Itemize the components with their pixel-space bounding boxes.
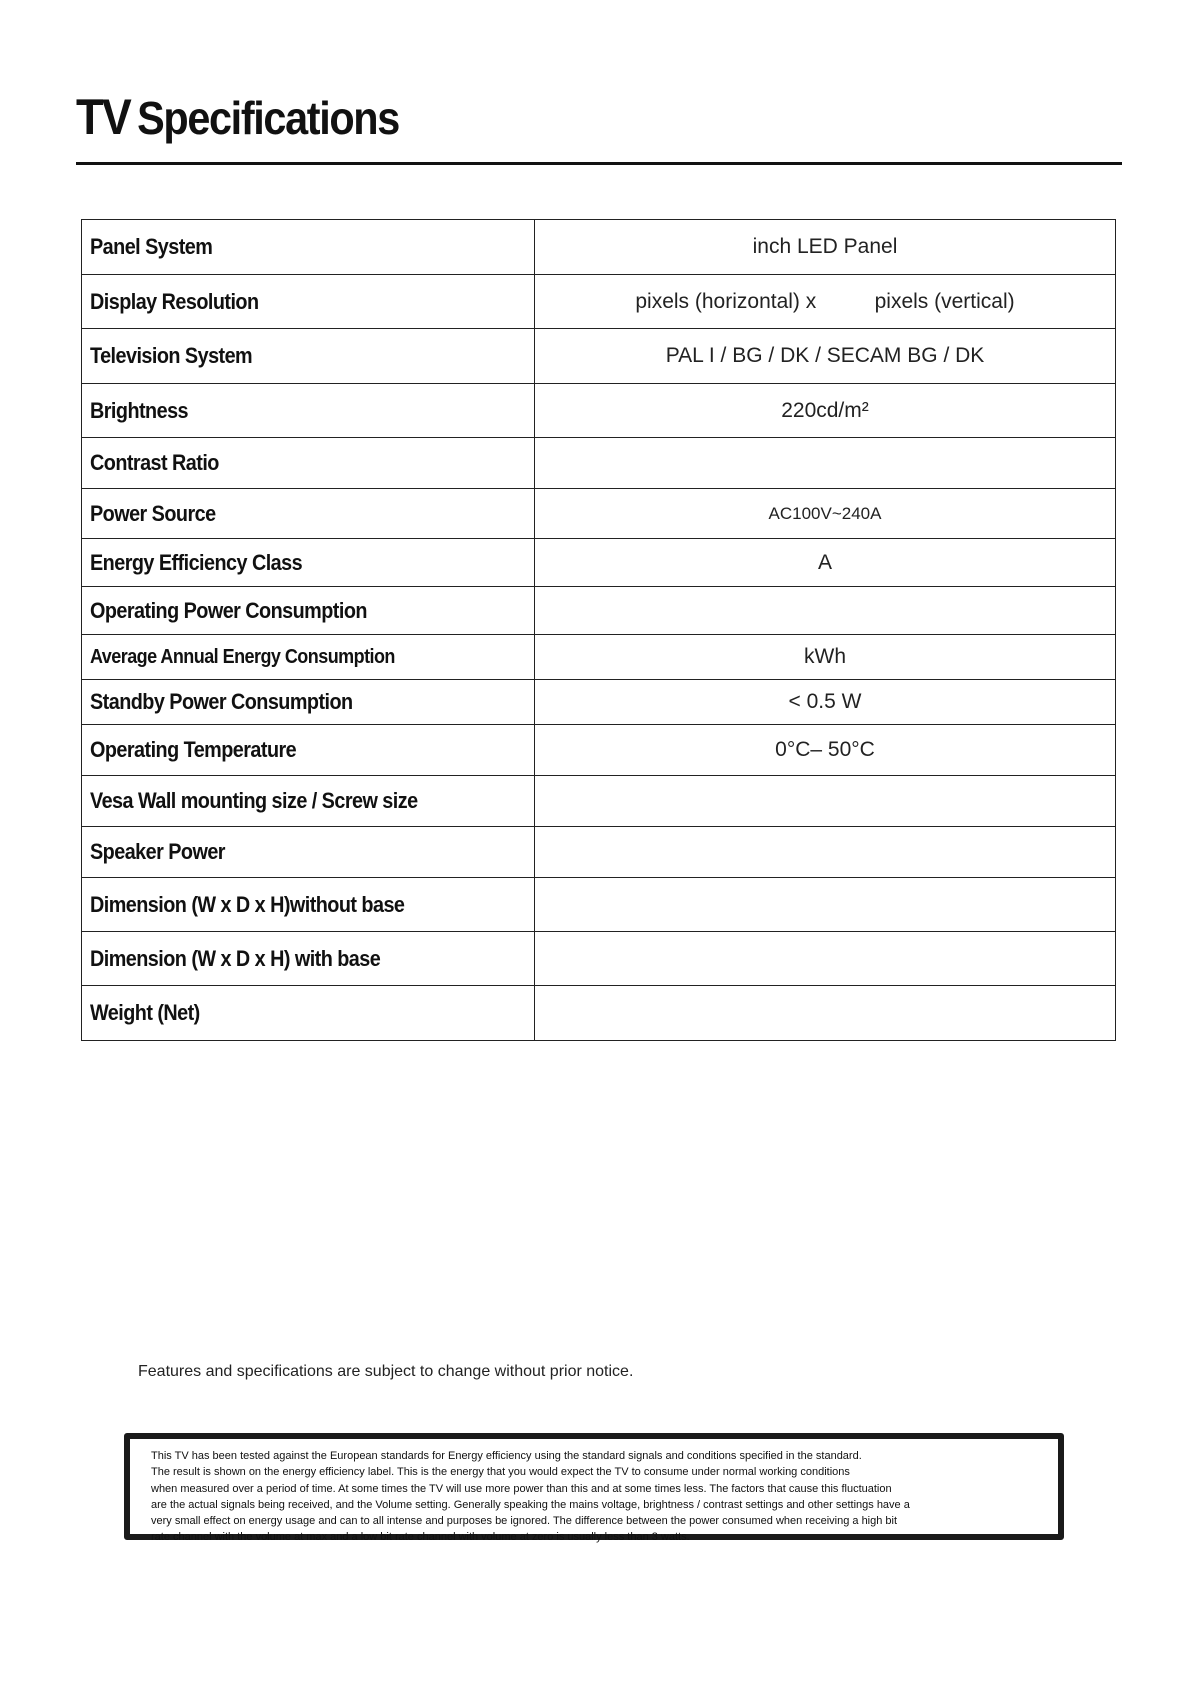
spec-row-brightness xyxy=(82,384,1116,438)
spec-value: A xyxy=(535,539,1116,587)
page-title-tv: TV xyxy=(76,89,130,145)
spec-label: Vesa Wall mounting size / Screw size xyxy=(82,776,535,827)
spec-row-weight-net xyxy=(82,986,1116,1041)
spec-row-television-system xyxy=(82,329,1116,384)
spec-label: Panel System xyxy=(82,220,535,275)
page-title-rest: Specifications xyxy=(137,92,399,144)
spec-value xyxy=(535,776,1116,827)
spec-label: Dimension (W x D x H)without base xyxy=(82,878,535,932)
spec-row-operating-power-consumption xyxy=(82,587,1116,635)
spec-label: Contrast Ratio xyxy=(82,438,535,489)
spec-value: kWh xyxy=(535,635,1116,680)
spec-label: Average Annual Energy Consumption xyxy=(82,635,535,680)
spec-value: inch LED Panel xyxy=(535,220,1116,275)
spec-label: Speaker Power xyxy=(82,827,535,878)
spec-row-vesa-wall-mounting xyxy=(82,776,1116,827)
spec-value xyxy=(535,438,1116,489)
spec-value xyxy=(535,587,1116,635)
spec-row-display-resolution xyxy=(82,275,1116,329)
spec-label: Brightness xyxy=(82,384,535,438)
page-title xyxy=(76,89,399,145)
energy-test-note-text: This TV has been tested against the European standards for Energy efficiency using the standard signals and conditions specified in the standard. The result is shown on the energy efficiency label. This is the energy that you would expect the TV to consume under normal working conditions when measured over a period of time. At some times the TV will use more power than this and at some times less. The factors that cause this fluctuation are the actual signals being received, and the Volume setting. Generally speaking the mains voltage, brightness / contrast settings and other settings have a very small effect on energy usage and can to all intense and purposes be ignored. The difference between the power consumed when receiving a high bit rate channel with the volume at max and a low bit rate channel with volume at zero is usually less than 3 watts. xyxy=(151,1450,910,1544)
spec-row-dimension-with-base xyxy=(82,932,1116,986)
spec-label: Operating Power Consumption xyxy=(82,587,535,635)
spec-value: < 0.5 W xyxy=(535,680,1116,725)
spec-row-panel-system xyxy=(82,220,1116,275)
spec-label: Energy Efficiency Class xyxy=(82,539,535,587)
spec-row-dimension-without-base xyxy=(82,878,1116,932)
spec-value xyxy=(535,932,1116,986)
spec-row-power-source xyxy=(82,489,1116,539)
spec-label: Standby Power Consumption xyxy=(82,680,535,725)
spec-row-standby-power-consumption xyxy=(82,680,1116,725)
spec-value: PAL I / BG / DK / SECAM BG / DK xyxy=(535,329,1116,384)
change-notice: Features and specifications are subject to change without prior notice. xyxy=(138,1363,634,1380)
spec-row-energy-efficiency-class xyxy=(82,539,1116,587)
spec-row-average-annual-energy-consumption xyxy=(82,635,1116,680)
spec-value xyxy=(535,878,1116,932)
title-divider xyxy=(76,162,1122,165)
spec-label: Weight (Net) xyxy=(82,986,535,1041)
spec-value: pixels (horizontal) x pixels (vertical) xyxy=(535,275,1116,329)
spec-label: Television System xyxy=(82,329,535,384)
energy-test-note-box xyxy=(124,1433,1064,1544)
spec-label: Display Resolution xyxy=(82,275,535,329)
spec-row-speaker-power xyxy=(82,827,1116,878)
spec-row-operating-temperature xyxy=(82,725,1116,776)
spec-row-contrast-ratio xyxy=(82,438,1116,489)
spec-label: Operating Temperature xyxy=(82,725,535,776)
spec-value: AC100V~240A xyxy=(535,489,1116,539)
spec-value xyxy=(535,827,1116,878)
spec-value xyxy=(535,986,1116,1041)
spec-label: Power Source xyxy=(82,489,535,539)
spec-table xyxy=(81,219,1116,1041)
spec-value: 0°C– 50°C xyxy=(535,725,1116,776)
spec-value: 220cd/m² xyxy=(535,384,1116,438)
spec-label: Dimension (W x D x H) with base xyxy=(82,932,535,986)
